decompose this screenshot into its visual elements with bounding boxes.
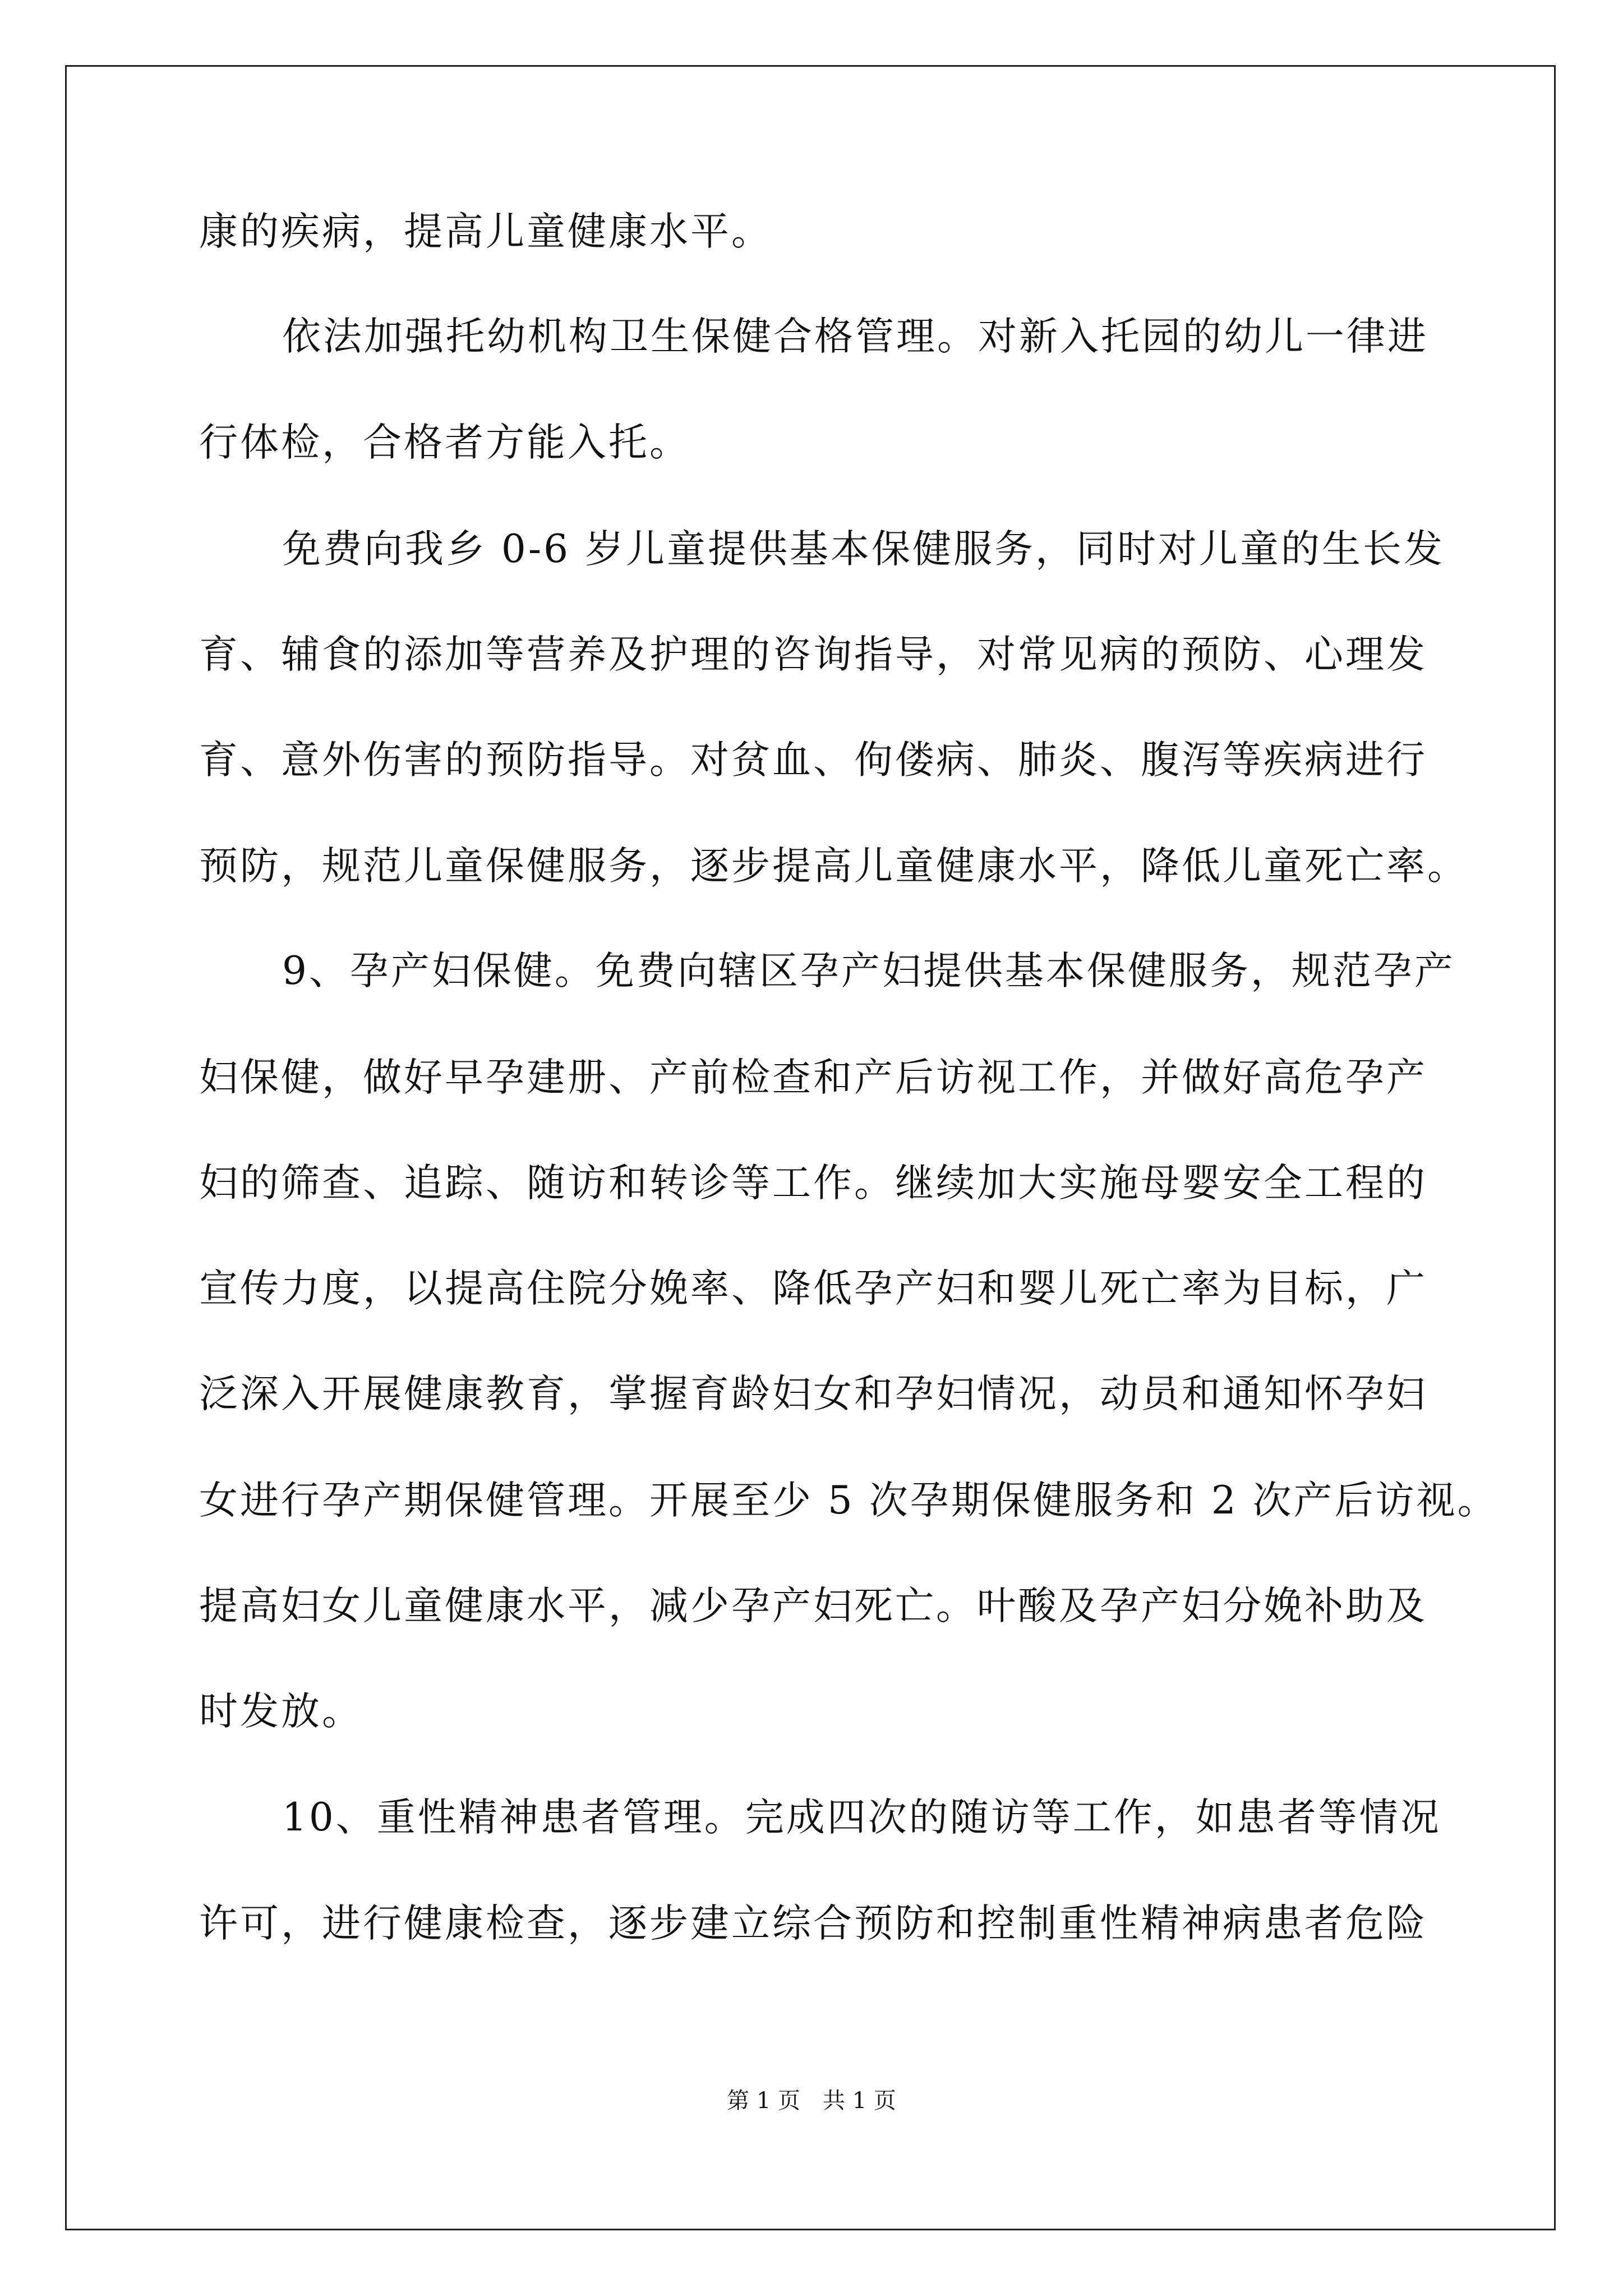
text-line: 育、意外伤害的预防指导。对贫血、佝偻病、肺炎、腹泻等疾病进行 xyxy=(199,738,1427,783)
text-line: 免费向我乡 0-6 岁儿童提供基本保健服务，同时对儿童的生长发 xyxy=(282,527,1445,572)
text-line: 泛深入开展健康教育，掌握育龄妇女和孕妇情况，动员和通知怀孕妇 xyxy=(199,1372,1427,1416)
text-line: 妇的筛查、追踪、随访和转诊等工作。继续加大实施母婴安全工程的 xyxy=(199,1161,1427,1205)
page-number-footer: 第 1 页 共 1 页 xyxy=(727,2088,896,2114)
text-line: 依法加强托幼机构卫生保健合格管理。对新入托园的幼儿一律进 xyxy=(282,314,1428,359)
text-line: 预防，规范儿童保健服务，逐步提高儿童健康水平，降低儿童死亡率。 xyxy=(199,844,1468,889)
text-line: 康的疾病，提高儿童健康水平。 xyxy=(199,209,772,254)
text-line: 9、孕产妇保健。免费向辖区孕产妇提供基本保健服务，规范孕产 xyxy=(282,949,1455,993)
text-line: 时发放。 xyxy=(199,1689,363,1734)
text-line: 提高妇女儿童健康水平，减少孕产妇死亡。叶酸及孕产妇分娩补助及 xyxy=(199,1584,1427,1628)
text-line: 许可，进行健康检查，逐步建立综合预防和控制重性精神病患者危险 xyxy=(199,1901,1427,1946)
text-line: 宣传力度，以提高住院分娩率、降低孕产妇和婴儿死亡率为目标，广 xyxy=(199,1266,1427,1311)
text-line: 10、重性精神患者管理。完成四次的随访等工作，如患者等情况 xyxy=(282,1795,1441,1840)
text-line: 女进行孕产期保健管理。开展至少 5 次孕期保健服务和 2 次产后访视。 xyxy=(199,1478,1498,1523)
text-line: 行体检，合格者方能入托。 xyxy=(199,420,690,465)
text-line: 育、辅食的添加等营养及护理的咨询指导，对常见病的预防、心理发 xyxy=(199,632,1427,677)
text-line: 妇保健，做好早孕建册、产前检查和产后访视工作，并做好高危孕产 xyxy=(199,1055,1427,1100)
